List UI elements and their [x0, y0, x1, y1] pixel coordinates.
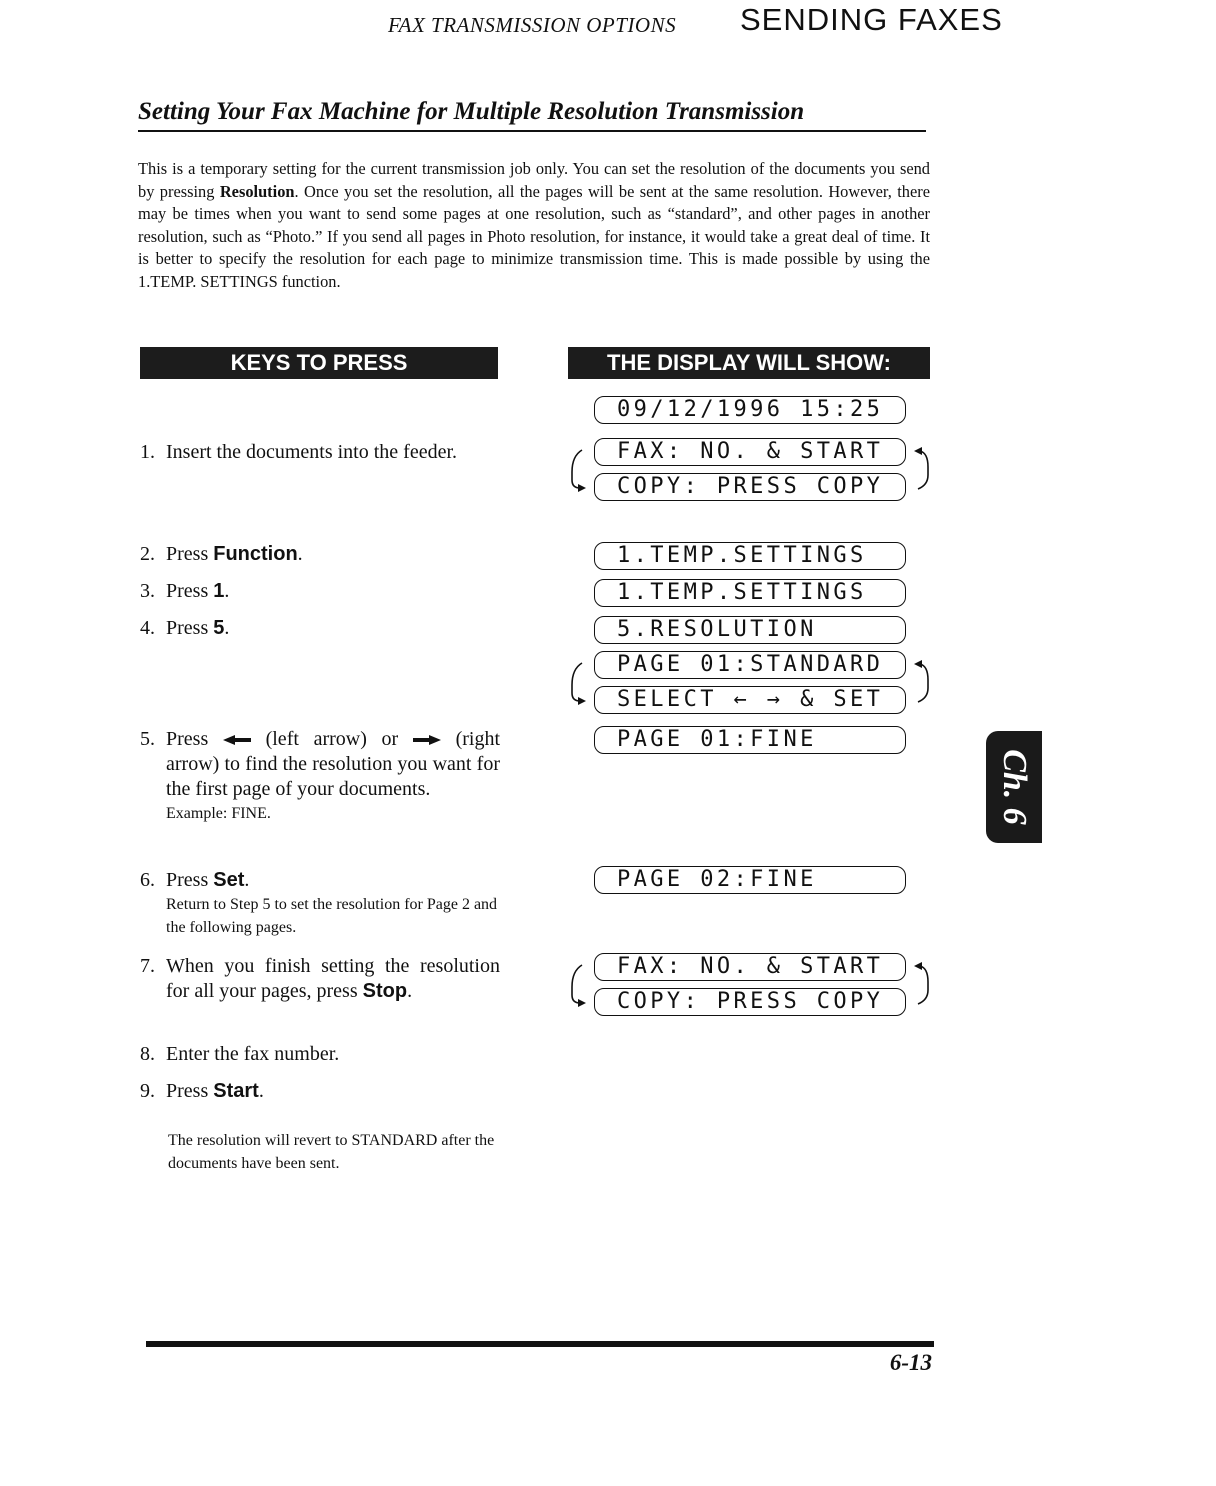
step-note: Example: FINE.: [166, 805, 271, 822]
step-9: 9. Press Start.: [140, 1080, 264, 1102]
chapter-tab: [986, 731, 1042, 843]
section-title: Setting Your Fax Machine for Multiple Resolution Transmission: [138, 98, 926, 132]
lcd-select-set: SELECT ← → & SET: [594, 686, 906, 714]
final-note: The resolution will revert to STANDARD after the documents have been sent.: [168, 1132, 495, 1172]
running-header-section: FAX TRANSMISSION OPTIONS: [388, 13, 677, 37]
step-number: 6.: [140, 869, 155, 891]
step-text: Press: [166, 869, 214, 891]
lcd-page02-fine: PAGE 02:FINE: [594, 866, 906, 894]
lcd-fax-no-start-final: FAX: NO. & START: [594, 953, 906, 981]
step-7: 7. When you finish setting the resolution for all your pages, press Stop.: [140, 955, 500, 1002]
lcd-temp-settings: 1.TEMP.SETTINGS: [594, 542, 906, 570]
step-5: 5. Press (left arrow) or (right arrow) to find the resolution you want for the first page of your documents. Example: FINE.: [140, 727, 500, 825]
step-text: Press: [166, 1080, 214, 1102]
key-set: Set: [213, 869, 245, 891]
step-number: 8.: [140, 1043, 155, 1065]
key-5: 5: [213, 617, 225, 639]
lcd-page01-standard: PAGE 01:STANDARD: [594, 651, 906, 679]
keys-to-press-banner: KEYS TO PRESS: [140, 347, 498, 379]
left-arrow-key-icon: [223, 734, 251, 746]
step-text: When you finish setting the resolution for all your pages, press: [166, 955, 500, 1002]
footer-rule: [146, 1341, 934, 1347]
step-3: 3. Press 1.: [140, 580, 230, 602]
step-8: [140, 1042, 500, 1067]
key-function: Function: [213, 543, 298, 565]
step-number: 5.: [140, 728, 155, 750]
step-text: Press: [166, 728, 223, 750]
alternate-left-bracket-icon: [566, 448, 588, 494]
alternate-left-bracket-icon: [566, 661, 588, 707]
alternate-left-bracket-icon: [566, 963, 588, 1009]
lcd-page01-fine: PAGE 01:FINE: [594, 726, 906, 754]
step-4: 4. Press 5.: [140, 617, 230, 639]
step-note: Return to Step 5 to set the resolution for Page 2 and the following pages.: [166, 896, 498, 936]
lcd-copy-press-copy-final: COPY: PRESS COPY: [594, 988, 906, 1016]
lcd-resolution: 5.RESOLUTION: [594, 616, 906, 644]
step-text: Insert the documents into the feeder.: [166, 441, 458, 463]
step-2: 2. Press Function.: [140, 543, 303, 565]
step-number: 4.: [140, 617, 155, 639]
step-text: Press: [166, 543, 214, 565]
page-number: 6-13: [889, 1350, 932, 1375]
lcd-datetime: 09/12/1996 15:25: [594, 396, 906, 424]
step-text: Enter the fax number.: [166, 1043, 340, 1065]
lcd-copy-press-copy: COPY: PRESS COPY: [594, 473, 906, 501]
alternate-right-bracket-icon: [912, 445, 934, 491]
lcd-temp-settings-selected: 1.TEMP.SETTINGS: [594, 579, 906, 607]
key-stop: Stop: [362, 980, 408, 1002]
alternate-right-bracket-icon: [912, 960, 934, 1006]
step-text: Press: [166, 580, 214, 602]
step-number: 9.: [140, 1080, 155, 1102]
step-text: Press: [166, 617, 214, 639]
alternate-right-bracket-icon: [912, 658, 934, 704]
intro-paragraph: [138, 158, 930, 294]
step-number: 2.: [140, 543, 155, 565]
display-will-show-banner: THE DISPLAY WILL SHOW:: [568, 347, 930, 379]
key-1: 1: [213, 580, 225, 602]
step-1: [140, 440, 500, 465]
running-header-chapter: SENDING FAXES: [740, 2, 1003, 37]
intro-text-1: This is a temporary setting for the current transmission job only. You can set the resolution of the documents you send by pressing: [138, 159, 930, 201]
key-start: Start: [213, 1080, 259, 1102]
right-arrow-key-icon: [413, 734, 441, 746]
step-number: 7.: [140, 955, 155, 977]
lcd-fax-no-start: FAX: NO. & START: [594, 438, 906, 466]
step-6: 6. Press Set. Return to Step 5 to set the resolution for Page 2 and the following pages.: [140, 868, 500, 939]
intro-text-2: . Once you set the resolution, all the pages will be sent at the same resolution. However, there may be times when you want to send some pages at one resolution, such as “standard”, and other pages in another resolution, such as “Photo.” If you send all pages in Photo resolution, for instance, it would take a great deal of time. It is better to specify the resolution for each page to minimize transmission time. This is made possible by using the 1.TEMP. SETTINGS function.: [138, 181, 930, 291]
chapter-tab-label: Ch. 6: [996, 749, 1033, 825]
intro-key-resolution: Resolution: [219, 181, 295, 201]
step-number: 3.: [140, 580, 155, 602]
step-number: 1.: [140, 441, 155, 463]
